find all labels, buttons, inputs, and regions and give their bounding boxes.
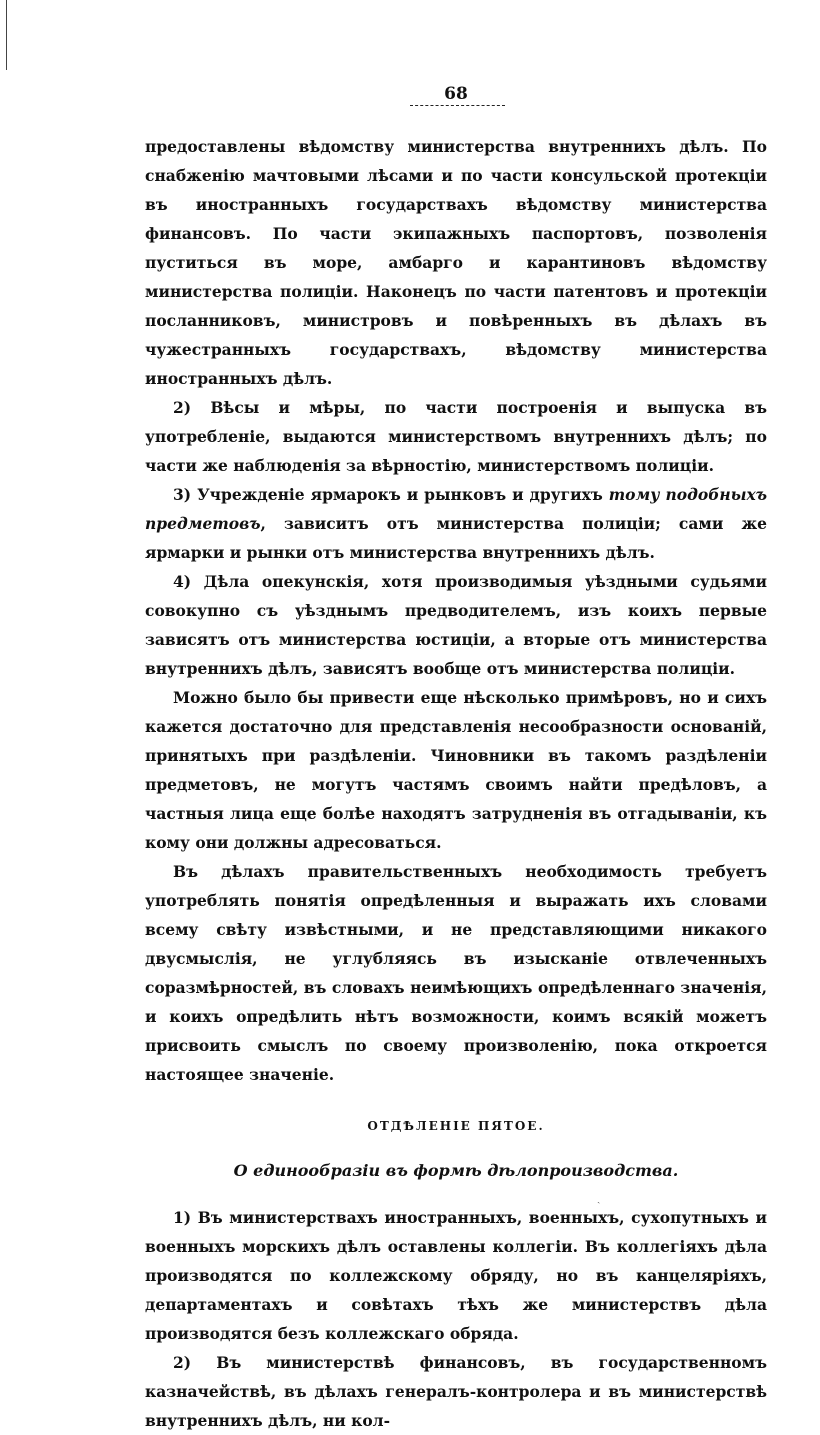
paragraph-definitions: Въ дѣлахъ правительственныхъ необходимость требуетъ употреблять понятія опредѣленныя и выражать ихъ словами всему свѣту извѣстными, и не представляющими никакого двусмыслія, не углубляясь въ изысканіе отвлеченныхъ соразмѣрностей, въ словахъ неимѣющихъ опредѣленнаго значенія, и коихъ опредѣлить нѣтъ возможности, коимъ всякій можетъ присвоить смыслъ по своему произволенію, пока откроется настоящее значеніе. [145,862,767,1084]
page-header [145,84,767,110]
paragraph-finance-ministry: 2) Въ министерствѣ финансовъ, въ государственномъ казначействѣ, въ дѣлахъ генералъ-контролера и въ министерствѣ внутреннихъ дѣлъ, ни кол- [145,1353,767,1430]
paragraph-continuation: предоставлены вѣдомству министерства внутреннихъ дѣлъ. По снабженію мачтовыми лѣсами и по части консульской протекціи въ иностранныхъ государствахъ вѣдомству министерства финансовъ. По части экипажныхъ паспортовъ, позволенія пуститься въ море, амбарго и карантиновъ вѣдомству министерства полиціи. Наконецъ по части патентовъ и протекціи посланниковъ, министровъ и повѣренныхъ въ дѣлахъ въ чужестранныхъ государствахъ, вѣдомству министерства иностранныхъ дѣлъ. [145,137,767,388]
section-title: ОТДѢЛЕНІЕ ПЯТОЕ. [367,1119,545,1133]
header-rule [410,105,505,106]
fairs-text-after: , зависитъ отъ министерства полиціи; сами же ярмарки и рынки отъ министерства внутреннихъ дѣлъ. [145,514,767,562]
fairs-text-italic: тому подобныхъ предметовъ [145,485,767,533]
fairs-text-before: 3) Учрежденіе ярмарокъ и рынковъ и другихъ [173,485,609,504]
paragraph-colleges: 1) Въ министерствахъ иностранныхъ, военныхъ, сухопутныхъ и военныхъ морскихъ дѣлъ оставлены коллегіи. Въ коллегіяхъ дѣла производятся по коллежскому обряду, но въ канцеляріяхъ, департаментахъ и совѣтахъ тѣхъ же министерствъ дѣла производятся безъ коллежскаго обряда. [145,1208,767,1343]
page-body [145,84,767,1435]
paragraph-examples: Можно было бы привести еще нѣсколько примѣровъ, но и сихъ кажется достаточно для представленія несообразности основаній, принятыхъ при раздѣленіи. Чиновники въ такомъ раздѣленіи предметовъ, не могутъ частямъ своимъ найти предѣловъ, а частныя лица еще болѣе находятъ затрудненія въ отгадываніи, къ кому они должны адресоваться. [145,688,767,852]
stray-mark: ˎ [597,1193,601,1204]
page-number: 68 [444,84,468,104]
left-margin-rule [6,0,7,70]
paragraph-fairs-markets [145,480,767,567]
paragraph-guardianship: 4) Дѣла опекунскія, хотя производимыя уѣздными судьями совокупно съ уѣзднымъ предводителемъ, изъ коихъ первые зависятъ отъ министерства юстиціи, а вторые отъ министерства внутреннихъ дѣлъ, зависятъ вообще отъ министерства полиціи. [145,572,767,678]
paragraph-weights-measures: 2) Вѣсы и мѣры, по части построенія и выпуска въ употребленіе, выдаются министерствомъ внутреннихъ дѣлъ; по части же наблюденія за вѣрностію, министерствомъ полиціи. [145,398,767,475]
section-subtitle: О единообразіи въ формѣ дѣлопроизводства. [233,1161,679,1180]
